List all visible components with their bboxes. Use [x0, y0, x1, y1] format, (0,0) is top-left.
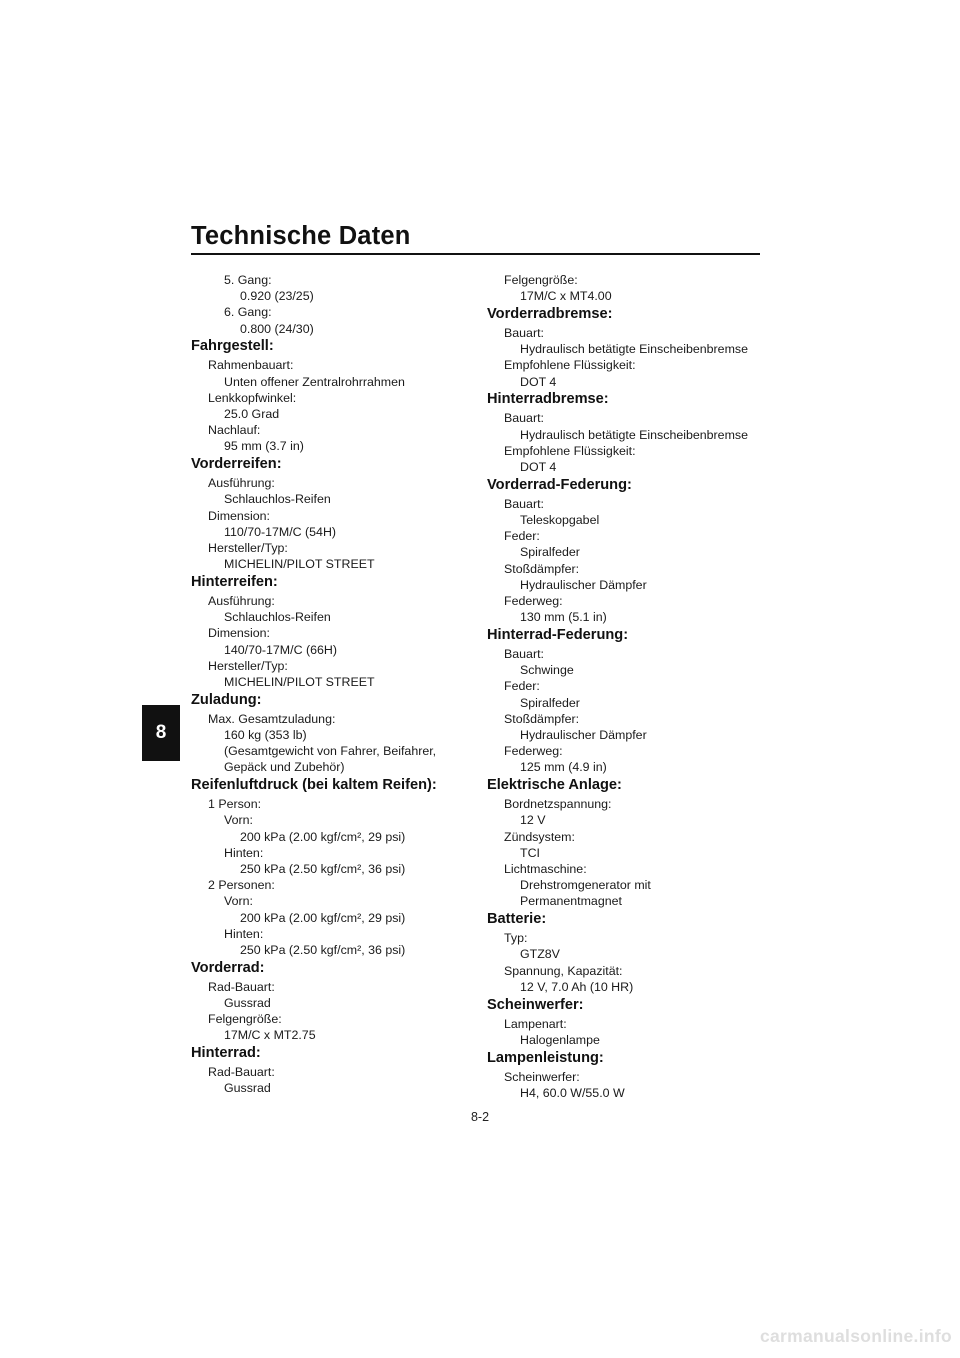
section-heading: Elektrische Anlage: [487, 777, 622, 794]
section-heading: Hinterreifen: [191, 573, 278, 590]
spec-value: Hydraulisch betätigte Einscheibenbremse [520, 427, 748, 442]
section-heading: Zuladung: [191, 691, 262, 708]
spec-value: Gussrad [224, 996, 271, 1011]
spec-value: Vorn: [224, 894, 253, 909]
section-heading: Vorderradbremse: [487, 305, 613, 322]
spec-label: Empfohlene Flüssigkeit: [504, 358, 636, 373]
spec-column-right [487, 272, 767, 1101]
spec-value: Schlauchlos-Reifen [224, 610, 331, 625]
spec-value: H4, 60.0 W/55.0 W [520, 1085, 625, 1100]
spec-value: 125 mm (4.9 in) [520, 760, 607, 775]
spec-label: Federweg: [504, 744, 563, 759]
section-heading: Hinterrad-Federung: [487, 626, 629, 643]
spec-value: Schlauchlos-Reifen [224, 492, 331, 507]
spec-label: Hersteller/Typ: [208, 541, 288, 556]
section-heading: Reifenluftdruck (bei kaltem Reifen): [191, 777, 437, 794]
spec-label: Stoßdämpfer: [504, 561, 580, 576]
spec-value: Halogenlampe [520, 1032, 600, 1047]
spec-value: Schwinge [520, 663, 574, 678]
spec-value: 160 kg (353 lb) [224, 728, 307, 743]
spec-label: Rad-Bauart: [208, 979, 275, 994]
spec-value: Permanentmagnet [520, 894, 622, 909]
spec-value: 17M/C x MT4.00 [520, 289, 612, 304]
spec-label: Zündsystem: [504, 829, 575, 844]
spec-label: Ausführung: [208, 594, 275, 609]
watermark: carmanualsonline.info [759, 1326, 952, 1346]
spec-column-left [191, 272, 471, 1097]
spec-label: Feder: [504, 529, 540, 544]
spec-value: Drehstromgenerator mit [520, 878, 651, 893]
spec-label: Felgengröße: [208, 1012, 282, 1027]
section-heading: Batterie: [487, 911, 547, 928]
spec-value: GTZ8V [520, 947, 560, 962]
spec-value: Hinten: [224, 845, 264, 860]
spec-value: Vorn: [224, 813, 253, 828]
spec-value: 17M/C x MT2.75 [224, 1028, 316, 1043]
spec-label: Feder: [504, 679, 540, 694]
spec-label: Lampenart: [504, 1016, 567, 1031]
spec-label: 1 Person: [208, 797, 262, 812]
spec-label: Bauart: [504, 647, 544, 662]
spec-value: Hydraulischer Dämpfer [520, 728, 647, 743]
spec-label: Felgengröße: [504, 273, 578, 287]
spec-label: Dimension: [208, 626, 270, 641]
spec-label: Ausführung: [208, 476, 275, 491]
spec-value: 250 kPa (2.50 kgf/cm², 36 psi) [240, 862, 406, 877]
spec-label: Hersteller/Typ: [208, 658, 288, 673]
spec-value: (Gesamtgewicht von Fahrer, Beifahrer, [224, 744, 437, 759]
section-heading: Scheinwerfer: [487, 996, 584, 1013]
spec-label: Lichtmaschine: [504, 862, 587, 877]
spec-label: Dimension: [208, 508, 270, 523]
spec-label: Scheinwerfer: [504, 1069, 580, 1084]
spec-label: Bauart: [504, 411, 544, 426]
spec-value: MICHELIN/PILOT STREET [224, 557, 375, 572]
spec-value: MICHELIN/PILOT STREET [224, 675, 375, 690]
spec-value: TCI [520, 845, 540, 860]
spec-value: 25.0 Grad [224, 407, 280, 422]
spec-value: 200 kPa (2.00 kgf/cm², 29 psi) [240, 829, 406, 844]
spec-value: 5. Gang: [224, 273, 272, 287]
section-heading: Vorderreifen: [191, 456, 282, 473]
spec-value: DOT 4 [520, 374, 557, 389]
spec-value: 130 mm (5.1 in) [520, 610, 607, 625]
spec-label: Rahmenbauart: [208, 358, 294, 373]
spec-label: Federweg: [504, 594, 563, 609]
section-heading: Hinterrad: [191, 1045, 261, 1062]
page-title: Technische Daten [191, 222, 411, 250]
spec-label: 2 Personen: [208, 878, 275, 893]
spec-label: Rad-Bauart: [208, 1065, 275, 1080]
spec-value: 0.920 (23/25) [240, 289, 314, 304]
spec-label: Bauart: [504, 326, 544, 340]
section-heading: Hinterradbremse: [487, 391, 609, 408]
spec-value: Gussrad [224, 1081, 271, 1096]
spec-value: DOT 4 [520, 460, 557, 475]
spec-label: Stoßdämpfer: [504, 711, 580, 726]
spec-value: 250 kPa (2.50 kgf/cm², 36 psi) [240, 943, 406, 958]
spec-value: Spiralfeder [520, 545, 580, 560]
section-heading: Lampenleistung: [487, 1049, 604, 1066]
spec-label: Empfohlene Flüssigkeit: [504, 443, 636, 458]
spec-value: Hydraulisch betätigte Einscheibenbremse [520, 342, 748, 357]
spec-label: Spannung, Kapazität: [504, 963, 623, 978]
spec-label: Lenkkopfwinkel: [208, 390, 297, 405]
page-number: 8-2 [470, 1110, 490, 1124]
chapter-tab: 8 [142, 705, 180, 761]
title-rule [191, 253, 760, 255]
spec-label: Bauart: [504, 496, 544, 511]
spec-label: Max. Gesamtzuladung: [208, 711, 336, 726]
spec-value: Hinten: [224, 926, 264, 941]
spec-value: 140/70-17M/C (66H) [224, 642, 337, 657]
spec-label: Bordnetzspannung: [504, 797, 612, 812]
spec-value: Gepäck und Zubehör) [224, 760, 345, 775]
spec-value: 12 V, 7.0 Ah (10 HR) [520, 979, 634, 994]
spec-value: Hydraulischer Dämpfer [520, 577, 647, 592]
spec-value: 200 kPa (2.00 kgf/cm², 29 psi) [240, 910, 406, 925]
spec-value: 6. Gang: [224, 305, 272, 320]
spec-value: 0.800 (24/30) [240, 321, 314, 336]
spec-value: 95 mm (3.7 in) [224, 439, 304, 454]
spec-value: Teleskopgabel [520, 513, 600, 528]
section-heading: Vorderrad: [191, 959, 265, 976]
spec-value: Unten offener Zentralrohrrahmen [224, 374, 405, 389]
section-heading: Vorderrad-Federung: [487, 476, 632, 493]
spec-label: Typ: [504, 931, 528, 946]
spec-value: 12 V [520, 813, 546, 828]
spec-label: Nachlauf: [208, 423, 261, 438]
spec-value: 110/70-17M/C (54H) [224, 524, 337, 539]
section-heading: Fahrgestell: [191, 338, 274, 355]
spec-value: Spiralfeder [520, 695, 580, 710]
